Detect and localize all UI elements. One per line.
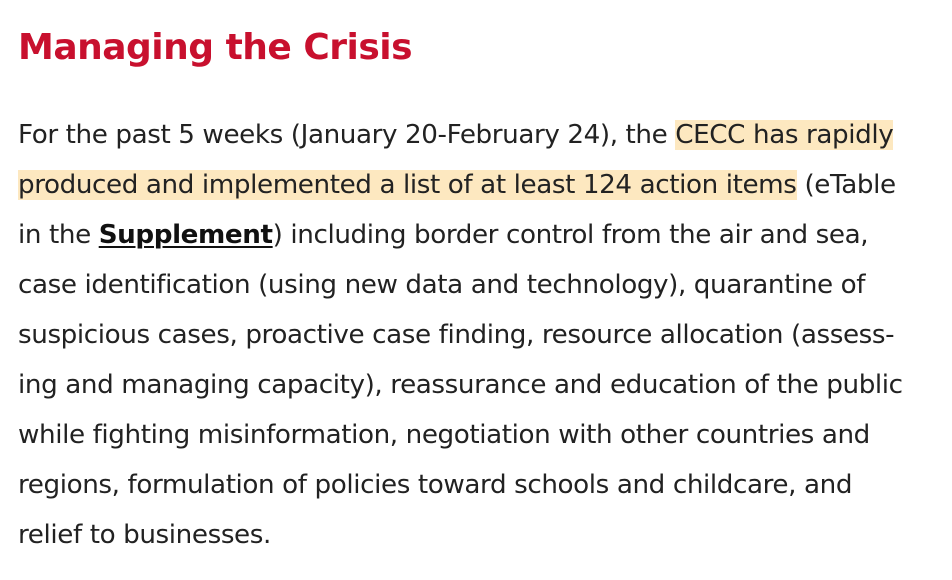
line-3-text-pre: in the bbox=[18, 220, 99, 250]
supplement-link[interactable]: Supplement bbox=[98, 220, 273, 250]
paragraph-line-7: while fighting misinformation, negotiation with other countries and bbox=[18, 420, 870, 450]
paragraph-line-8: regions, formulation of policies toward schools and childcare, and bbox=[18, 470, 853, 500]
paragraph-line-4: case identification (using new data and technology), quarantine of bbox=[18, 270, 866, 300]
paragraph-line-5: suspicious cases, proactive case finding, resource allocation (assess- bbox=[18, 320, 895, 350]
paragraph-line-3 bbox=[18, 210, 948, 260]
paragraph-line-1 bbox=[18, 110, 948, 160]
paragraph-line-6: ing and managing capacity), reassurance and education of the public bbox=[18, 370, 903, 400]
paragraph-line-2 bbox=[18, 160, 948, 210]
highlighted-text-1[interactable]: CECC has rapidly bbox=[675, 120, 894, 150]
article bbox=[18, 0, 948, 560]
section-heading: Managing the Crisis bbox=[18, 27, 413, 68]
body-paragraph bbox=[18, 110, 948, 560]
paragraph-line-9: relief to businesses. bbox=[18, 520, 271, 550]
line-1-text: For the past 5 weeks (January 20-February 24), the bbox=[18, 120, 676, 150]
line-2-text: (eTable bbox=[796, 170, 896, 200]
line-3-text-post: ) including border control from the air and sea, bbox=[272, 220, 869, 250]
highlighted-text-2[interactable]: produced and implemented a list of at least 124 action items bbox=[18, 170, 797, 200]
